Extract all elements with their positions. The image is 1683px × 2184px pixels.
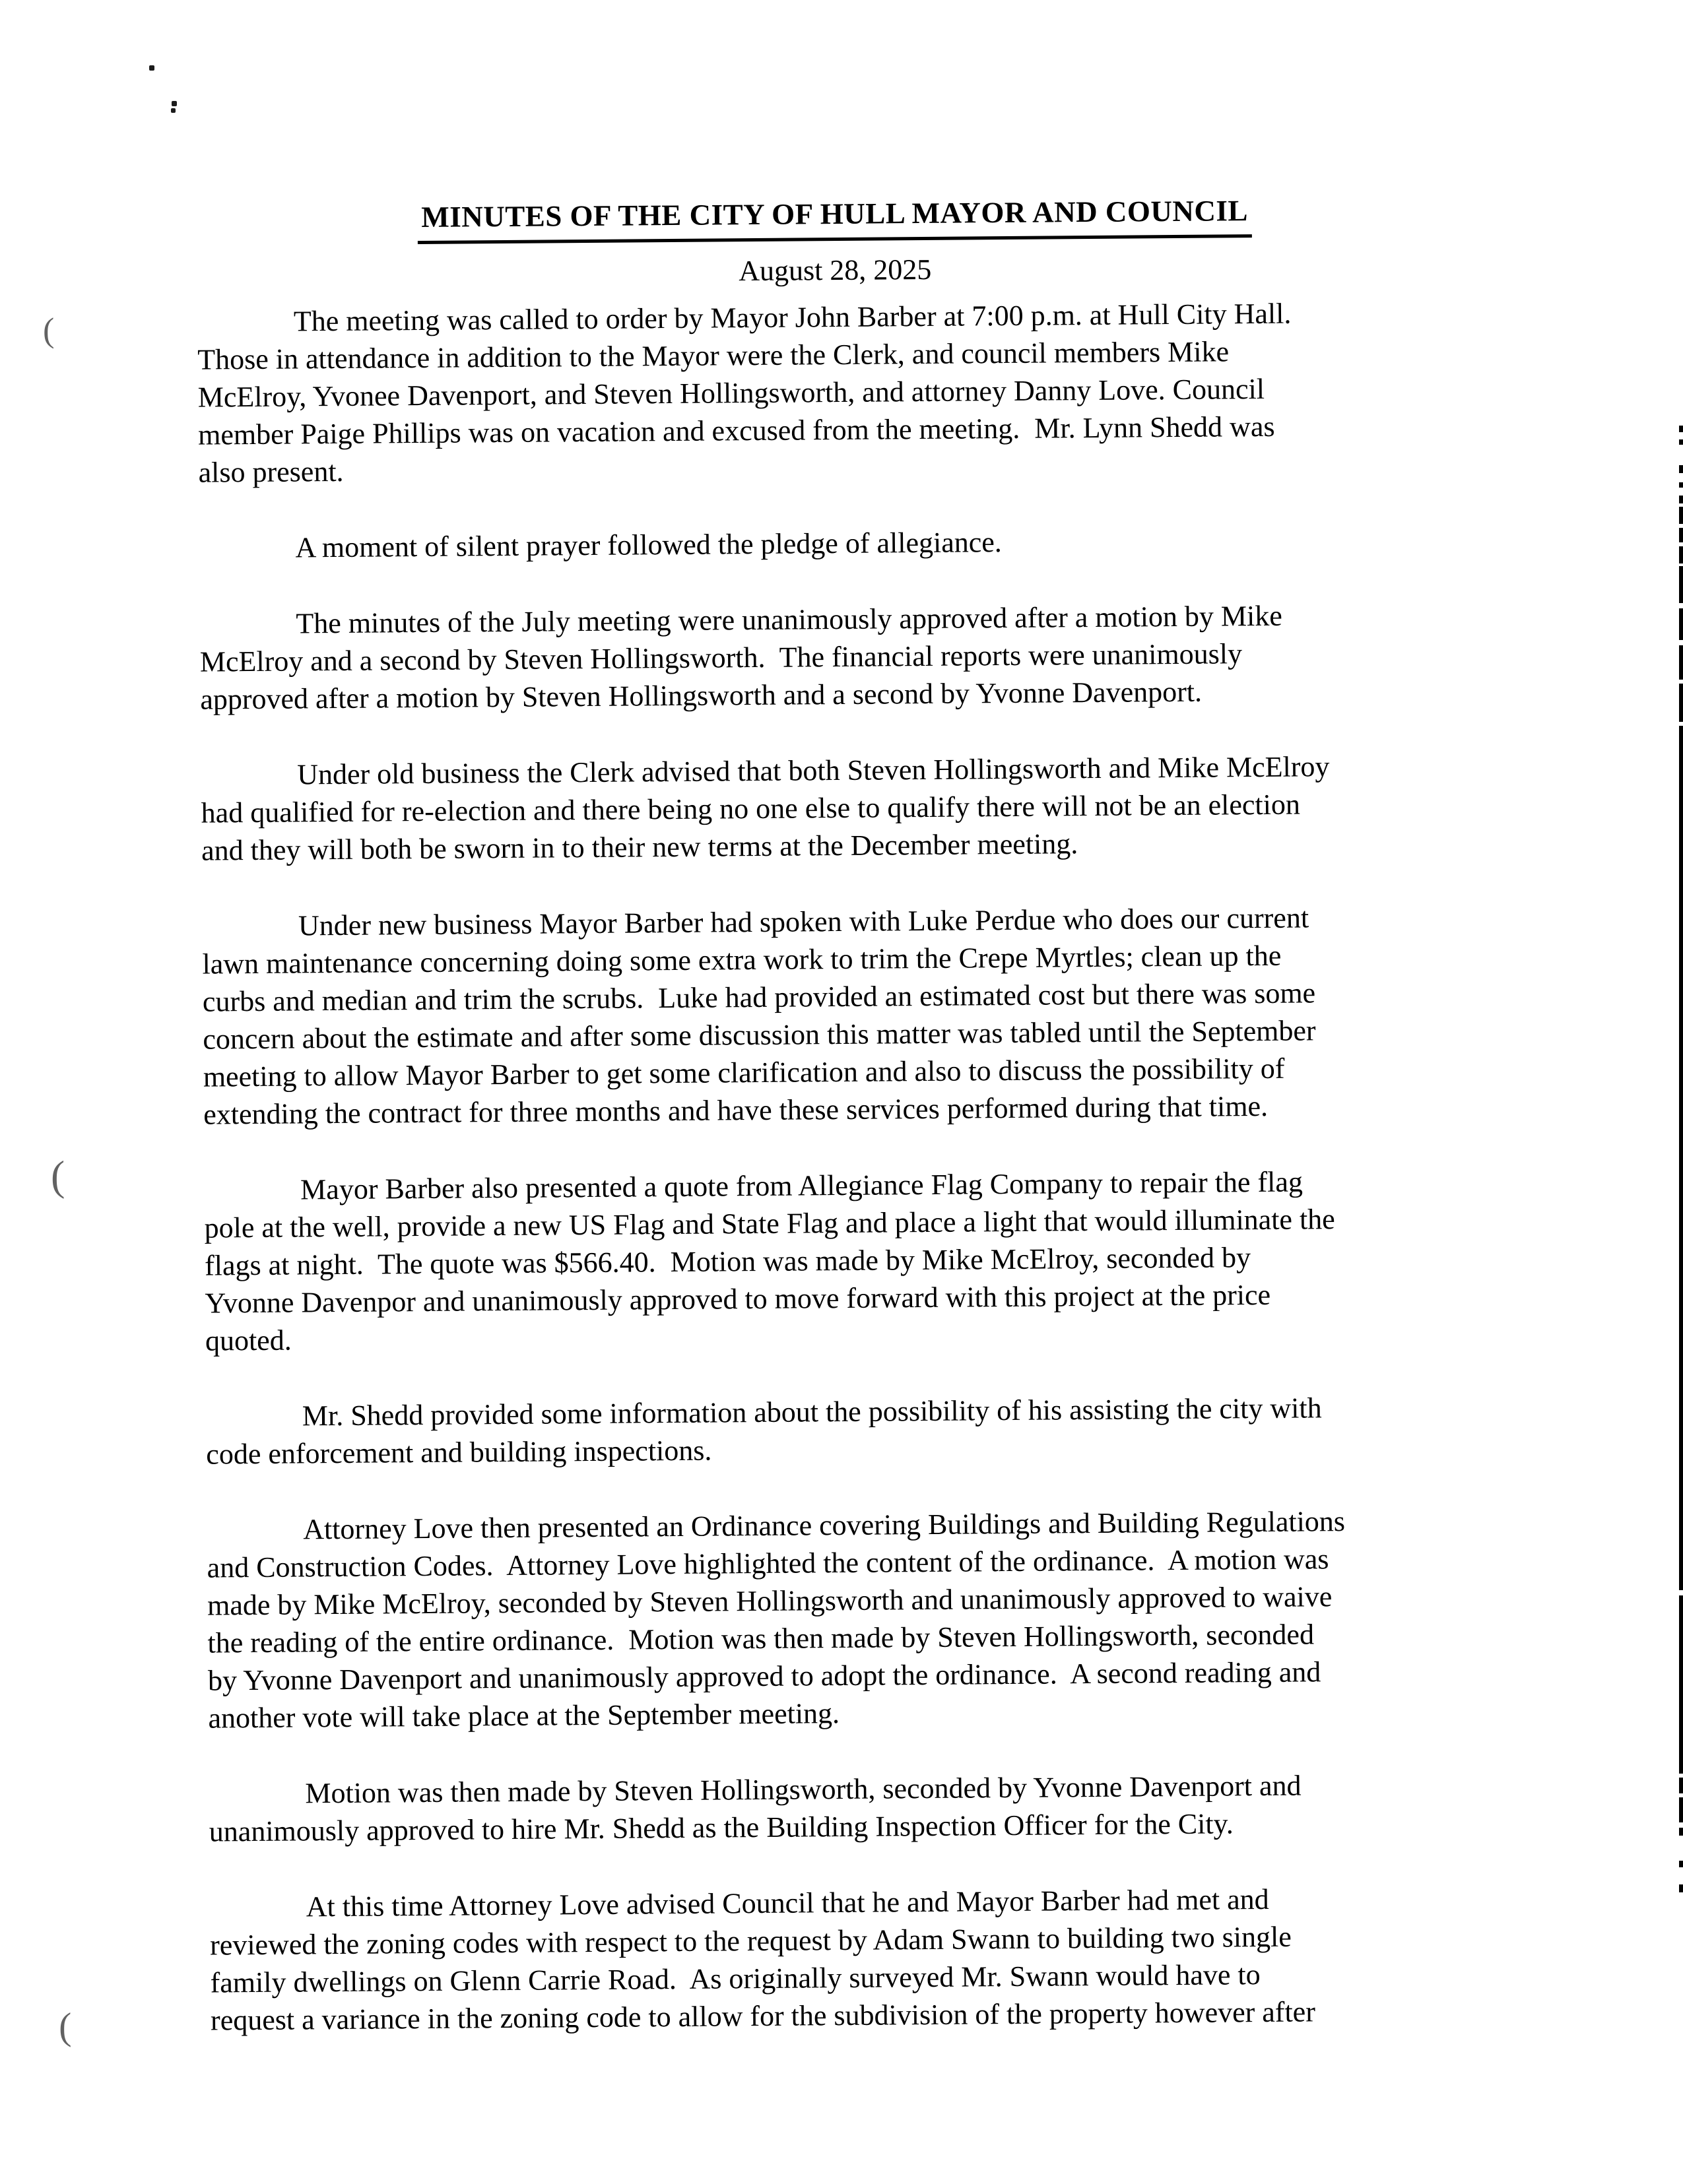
text-line: Those in attendance in addition to the Mayor were the Clerk, and council members Mike — [197, 335, 1230, 376]
scan-artifact-speck — [172, 101, 177, 106]
document-body — [197, 294, 1475, 2039]
paragraph — [199, 520, 1463, 567]
text-line: Mr. Shedd provided some information about the possibility of his assisting the city with — [302, 1392, 1322, 1432]
text-line: family dwellings on Glenn Carrie Road. As originally surveyed Mr. Swann would have to — [210, 1958, 1261, 1999]
text-line: Motion was then made by Steven Hollingsworth, seconded by Yvonne Davenport and — [305, 1769, 1302, 1810]
text-line: flags at night. The quote was $566.40. Motion was made by Mike McElroy, seconded by — [204, 1241, 1251, 1282]
text-line: Mayor Barber also presented a quote from Allegiance Flag Company to repair the flag — [300, 1165, 1304, 1206]
text-line: curbs and median and trim the scrubs. Luke had provided an estimated cost but there was some — [202, 977, 1316, 1018]
scan-artifact-edge-line-segment — [1679, 496, 1683, 503]
text-line: At this time Attorney Love advised Council that he and Mayor Barber had met and — [306, 1882, 1269, 1923]
text-line: McElroy and a second by Steven Hollingsworth. The financial reports were unanimously — [199, 637, 1243, 678]
text-line: approved after a motion by Steven Hollingsworth and a second by Yvonne Davenport. — [200, 675, 1203, 716]
paragraph — [204, 1162, 1469, 1360]
paragraph — [199, 596, 1464, 719]
text-line: pole at the well, provide a new US Flag and State Flag and place a light that would illuminate the — [204, 1203, 1335, 1244]
text-line: The minutes of the July meeting were unanimously approved after a motion by Mike — [296, 599, 1283, 640]
text-line: unanimously approved to hire Mr. Shedd as the Building Inspection Officer for the City. — [209, 1807, 1234, 1848]
scan-artifact-edge-line-segment — [1679, 1797, 1683, 1822]
scan-artifact-edge-line-segment — [1679, 439, 1683, 445]
scan-artifact-edge-line-segment — [1679, 482, 1683, 488]
text-line: Under new business Mayor Barber had spoken with Luke Perdue who does our current — [298, 901, 1309, 942]
text-line: and Construction Codes. Attorney Love highlighted the content of the ordinance. A motion was — [207, 1543, 1329, 1584]
scan-artifact-edge-line-segment — [1679, 507, 1683, 524]
text-line: Under old business the Clerk advised that both Steven Hollingsworth and Mike McElroy — [297, 750, 1330, 791]
document-date: August 28, 2025 — [739, 253, 932, 288]
text-line: The meeting was called to order by Mayor John Barber at 7:00 p.m. at Hull City Hall. — [293, 297, 1292, 338]
text-line: code enforcement and building inspections. — [206, 1434, 712, 1471]
text-line: extending the contract for three months and have these services performed during that time. — [203, 1089, 1269, 1131]
scan-artifact-edge-line-segment — [1679, 1595, 1683, 1774]
text-line: lawn maintenance concerning doing some extra work to trim the Crepe Myrtles; clean up the — [202, 939, 1282, 980]
paragraph — [209, 1879, 1474, 2039]
paragraph — [207, 1502, 1472, 1737]
text-line: Attorney Love then presented an Ordinance covering Buildings and Building Regulations — [303, 1505, 1346, 1546]
paragraph — [201, 747, 1465, 870]
text-line: McElroy, Yvonee Davenport, and Steven Hollingsworth, and attorney Danny Love. Council — [197, 372, 1265, 414]
text-line: another vote will take place at the September meeting. — [208, 1697, 840, 1735]
document-title: MINUTES OF THE CITY OF HULL MAYOR AND COUNCIL — [417, 192, 1252, 244]
scan-artifact-edge-line-segment — [1679, 608, 1683, 640]
scan-artifact-edge-line-segment — [1679, 1828, 1683, 1836]
text-line: had qualified for re-election and there being no one else to qualify there will not be an election — [201, 788, 1301, 829]
text-line: by Yvonne Davenport and unanimously approved to adopt the ordinance. A second reading and — [207, 1655, 1321, 1697]
text-line: member Paige Phillips was on vacation and excused from the meeting. Mr. Lynn Shedd was — [197, 410, 1275, 451]
scan-artifact-margin-mark: ( — [50, 1152, 65, 1200]
scan-artifact-edge-line-segment — [1679, 1884, 1683, 1892]
scan-artifact-edge-line-segment — [1679, 465, 1683, 473]
text-line: request a variance in the zoning code to allow for the subdivision of the property however after — [210, 1995, 1316, 2037]
text-line: made by Mike McElroy, seconded by Steven Hollingsworth and unanimously approved to waive — [207, 1580, 1333, 1622]
text-line: the reading of the entire ordinance. Motion was then made by Steven Hollingsworth, seconded — [207, 1618, 1315, 1659]
text-line: and they will both be sworn in to their new terms at the December meeting. — [201, 827, 1078, 867]
paragraph — [209, 1766, 1473, 1851]
scan-artifact-edge-line-segment — [1679, 684, 1683, 722]
scan-artifact-edge-line-segment — [1679, 426, 1683, 432]
text-line: quoted. — [205, 1324, 292, 1357]
scan-artifact-margin-mark: ( — [58, 2005, 72, 2048]
scan-artifact-edge-line-segment — [1679, 528, 1683, 542]
document-header — [0, 189, 1676, 296]
text-line: meeting to allow Mayor Barber to get some clarification and also to discuss the possibility of — [203, 1052, 1285, 1093]
scan-artifact-edge-line-segment — [1679, 1861, 1683, 1867]
scan-artifact-edge-line-segment — [1679, 645, 1683, 680]
text-line: concern about the estimate and after some discussion this matter was tabled until the September — [203, 1014, 1316, 1056]
scan-artifact-speck — [149, 65, 154, 71]
paragraph — [202, 898, 1468, 1134]
scan-artifact-margin-mark: ( — [42, 311, 55, 350]
scan-artifact-edge-line-segment — [1679, 1778, 1683, 1793]
scan-artifact-edge-line-segment — [1679, 566, 1683, 603]
scan-artifact-edge-line-segment — [1679, 546, 1683, 563]
text-line: Yvonne Davenpor and unanimously approved to move forward with this project at the price — [205, 1278, 1271, 1320]
text-line: A moment of silent prayer followed the pledge of allegiance. — [295, 526, 1003, 564]
text-line: reviewed the zoning codes with respect to the request by Adam Swann to building two single — [209, 1920, 1292, 1962]
paragraph — [197, 294, 1463, 492]
scan-artifact-speck — [171, 108, 176, 113]
scan-artifact-edge-line-segment — [1679, 726, 1683, 1590]
paragraph — [206, 1388, 1470, 1473]
text-line: also present. — [198, 455, 344, 489]
